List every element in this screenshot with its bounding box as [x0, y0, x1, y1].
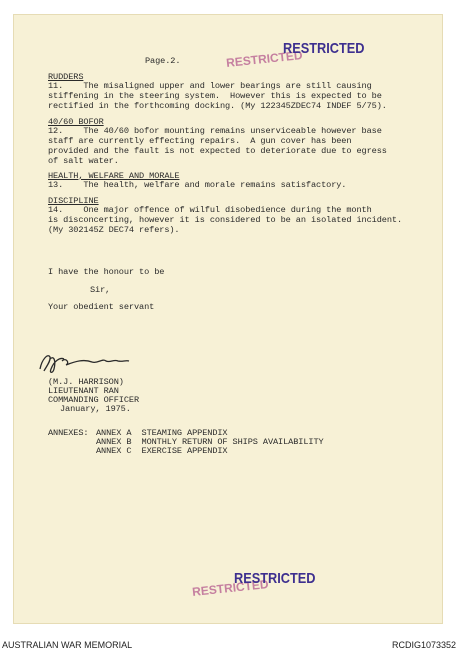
- section-heading-rudders: RUDDERS: [48, 72, 84, 82]
- footer-source: AUSTRALIAN WAR MEMORIAL: [2, 640, 133, 650]
- closing-servant: Your obedient servant: [48, 302, 155, 312]
- paragraph-line: of salt water.: [48, 156, 119, 166]
- signatory-title: COMMANDING OFFICER: [48, 395, 140, 405]
- section-heading-discipline: DISCIPLINE: [48, 196, 99, 206]
- annexes-label: ANNEXES:: [48, 428, 89, 438]
- paragraph-line: (My 302145Z DEC74 refers).: [48, 225, 180, 235]
- closing-line: I have the honour to be: [48, 267, 165, 277]
- paragraph-line: provided and the fault is not expected to deteriorate due to egress: [48, 146, 387, 156]
- paragraph-line: rectified in the forthcoming docking. (My 122345ZDEC74 INDEF 5/75).: [48, 101, 387, 111]
- paragraph-line: 11. The misaligned upper and lower bearings are still causing: [48, 81, 372, 91]
- page-number: Page.2.: [145, 56, 181, 66]
- annex-item: ANNEX A STEAMING APPENDIX: [96, 428, 228, 438]
- restricted-stamp-ghost-top: RESTRICTED: [225, 48, 304, 70]
- annex-item: ANNEX C EXERCISE APPENDIX: [96, 446, 228, 456]
- section-heading-health: HEALTH, WELFARE AND MORALE: [48, 171, 180, 181]
- paragraph-line: is disconcerting, however it is considered to be an isolated incident.: [48, 215, 402, 225]
- paragraph-line: 14. One major offence of wilful disobedience during the month: [48, 205, 372, 215]
- paragraph-line: stiffening in the steering system. However this is expected to be: [48, 91, 382, 101]
- restricted-stamp-bottom: RESTRICTED: [234, 570, 316, 587]
- annex-item: ANNEX B MONTHLY RETURN OF SHIPS AVAILABILITY: [96, 437, 324, 447]
- closing-salutation: Sir,: [90, 285, 111, 295]
- signatory-rank: LIEUTENANT RAN: [48, 386, 119, 396]
- restricted-stamp-top: RESTRICTED: [283, 40, 365, 57]
- letter-date: January, 1975.: [60, 404, 131, 414]
- paragraph-line: 13. The health, welfare and morale remains satisfactory.: [48, 180, 347, 190]
- handwritten-signature: [36, 349, 131, 375]
- restricted-stamp-ghost-bottom: RESTRICTED: [191, 577, 270, 599]
- footer-record-id: RCDIG1073352: [391, 640, 456, 650]
- paragraph-line: 12. The 40/60 bofor mounting remains unserviceable however base: [48, 126, 382, 136]
- paragraph-line: staff are currently effecting repairs. A gun cover has been: [48, 136, 352, 146]
- section-heading-bofor: 40/60 BOFOR: [48, 117, 104, 127]
- signatory-name: (M.J. HARRISON): [48, 377, 124, 387]
